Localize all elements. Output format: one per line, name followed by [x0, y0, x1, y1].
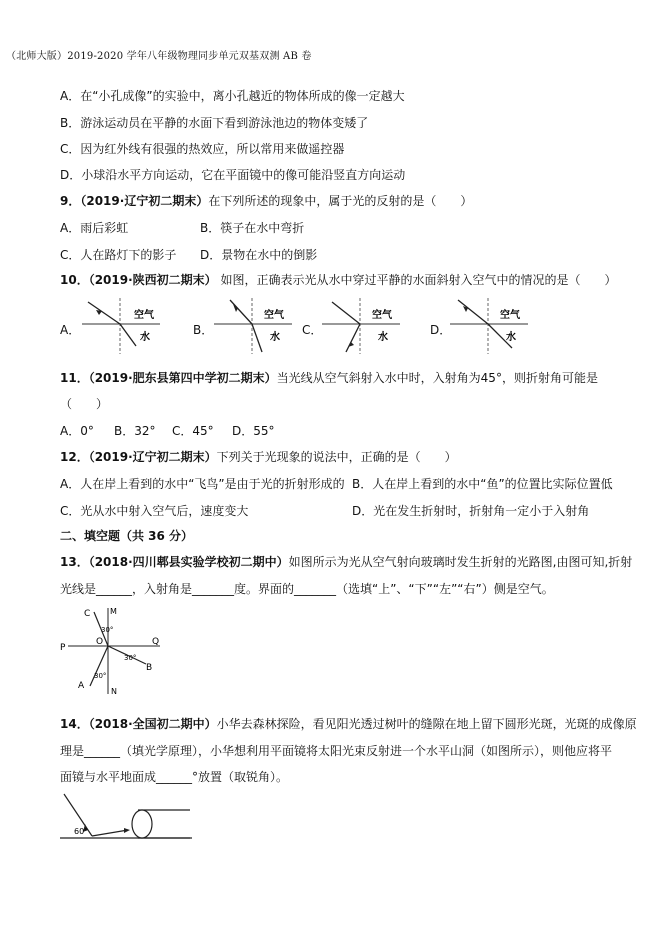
q11-option-d: D．55°	[232, 424, 275, 438]
question-14	[60, 715, 637, 732]
q9-text: 在下列所述的现象中，属于光的反射的是（ ）	[208, 194, 473, 208]
q14-number: 14．	[60, 717, 89, 731]
q10-a-air-label: 空气	[134, 310, 154, 321]
q10-d-air-label: 空气	[500, 310, 520, 321]
q14-figure	[58, 790, 194, 848]
q13-label-m: M	[110, 607, 117, 616]
q10-figure-a	[78, 296, 162, 356]
q13-label-b: B	[146, 663, 153, 673]
q13-angle-2: 30°	[124, 654, 137, 662]
q10-d-water-label: 水	[506, 332, 516, 343]
question-9	[60, 192, 472, 209]
q11-text: 当光线从空气斜射入水中时，入射角为45°，则折射角可能是	[276, 371, 598, 385]
q10-figure-c	[318, 296, 402, 356]
q10-c-water-label: 水	[378, 332, 388, 343]
q14-line3: 面镜与水平地面成______°放置（取锐角）。	[60, 770, 289, 784]
q13-source: （2018·四川郫县实验学校初二期中）	[88, 555, 289, 569]
q11-continuation: （ ）	[60, 397, 109, 411]
q10-c-air-label: 空气	[372, 310, 392, 321]
q13-line2: 光线是______，入射角是_______度。界面的_______（选填“上”、“下”“左”“右”）侧是空气。	[60, 582, 554, 596]
q8-option-c: C．因为红外线有很强的热效应，所以常用来做遥控器	[60, 142, 345, 156]
q11-number: 11．	[60, 371, 89, 385]
question-13	[60, 553, 632, 570]
q10-label-a: A．	[60, 323, 81, 337]
q9-option-c: C．人在路灯下的影子	[60, 248, 177, 262]
section-title: 二、填空题（共 36 分）	[60, 529, 194, 543]
q11-source: （2019·肥东县第四中学初二期末）	[88, 371, 277, 385]
q12-option-c: C．光从水中射入空气后，速度变大	[60, 504, 249, 518]
q8-option-a: A．在“小孔成像”的实验中，离小孔越近的物体所成的像一定越大	[60, 89, 405, 103]
q9-number: 9．	[60, 194, 81, 208]
q11-option-c: C．45°	[172, 424, 214, 438]
q13-angle-3: 30°	[94, 672, 107, 680]
q9-option-b: B．筷子在水中弯折	[200, 221, 305, 235]
q10-label-c: C．	[302, 323, 323, 337]
q11-option-b: B．32°	[114, 424, 156, 438]
q10-label-d: D．	[430, 323, 452, 337]
question-11	[60, 369, 598, 386]
q10-figure-d	[446, 296, 530, 356]
q13-label-p: P	[60, 643, 66, 653]
q10-figure-b	[210, 296, 294, 356]
q13-label-c: C	[84, 609, 91, 619]
q14-line2: 理是______（填光学原理），小华想利用平面镜将太阳光束反射进一个水平山洞（如图所示），则他应将平	[60, 744, 613, 758]
q13-figure	[58, 604, 166, 696]
question-10	[60, 271, 617, 288]
q12-option-b: B．人在岸上看到的水中“鱼”的位置比实际位置低	[352, 477, 613, 491]
q10-number: 10．	[60, 273, 89, 287]
q10-b-water-label: 水	[270, 332, 280, 343]
q13-label-a: A	[78, 681, 85, 691]
q8-option-d: D．小球沿水平方向运动，它在平面镜中的像可能沿竖直方向运动	[60, 168, 406, 182]
q10-b-air-label: 空气	[264, 310, 284, 321]
q9-option-a: A．雨后彩虹	[60, 221, 129, 235]
q10-label-b: B．	[193, 323, 214, 337]
q13-angle-1: 30°	[101, 626, 114, 634]
question-12	[60, 448, 457, 465]
q12-source: （2019·辽宁初二期末）	[88, 450, 217, 464]
q13-label-q: Q	[152, 637, 160, 647]
q9-source: （2019·辽宁初二期末）	[80, 194, 209, 208]
q13-label-o: O	[96, 637, 104, 647]
q13-number: 13．	[60, 555, 89, 569]
q12-option-d: D．光在发生折射时，折射角一定小于入射角	[352, 504, 590, 518]
q13-label-n: N	[111, 687, 117, 696]
q12-text: 下列关于光现象的说法中，正确的是（ ）	[216, 450, 457, 464]
q14-angle-label: 60°	[74, 827, 89, 836]
q14-source: （2018·全国初二期中）	[88, 717, 217, 731]
q10-text: 如图，正确表示光从水中穿过平静的水面斜射入空气中的情况的是（ ）	[216, 273, 617, 287]
page-header: （北师大版）2019-2020 学年八年级物理同步单元双基双测 AB 卷	[6, 51, 312, 62]
q14-text: 小华去森林探险，看见阳光透过树叶的缝隙在地上留下圆形光斑，光斑的成像原	[216, 717, 637, 731]
q10-a-water-label: 水	[140, 332, 150, 343]
q10-source: （2019·陕西初二期末）	[88, 273, 217, 287]
q11-option-a: A．0°	[60, 424, 94, 438]
q12-option-a: A．人在岸上看到的水中“飞鸟”是由于光的折射形成的	[60, 477, 345, 491]
q8-option-b: B．游泳运动员在平静的水面下看到游泳池边的物体变矮了	[60, 116, 369, 130]
q9-option-d: D．景物在水中的倒影	[200, 248, 318, 262]
q12-number: 12．	[60, 450, 89, 464]
q13-text: 如图所示为光从空气射向玻璃时发生折射的光路图,由图可知,折射	[288, 555, 633, 569]
